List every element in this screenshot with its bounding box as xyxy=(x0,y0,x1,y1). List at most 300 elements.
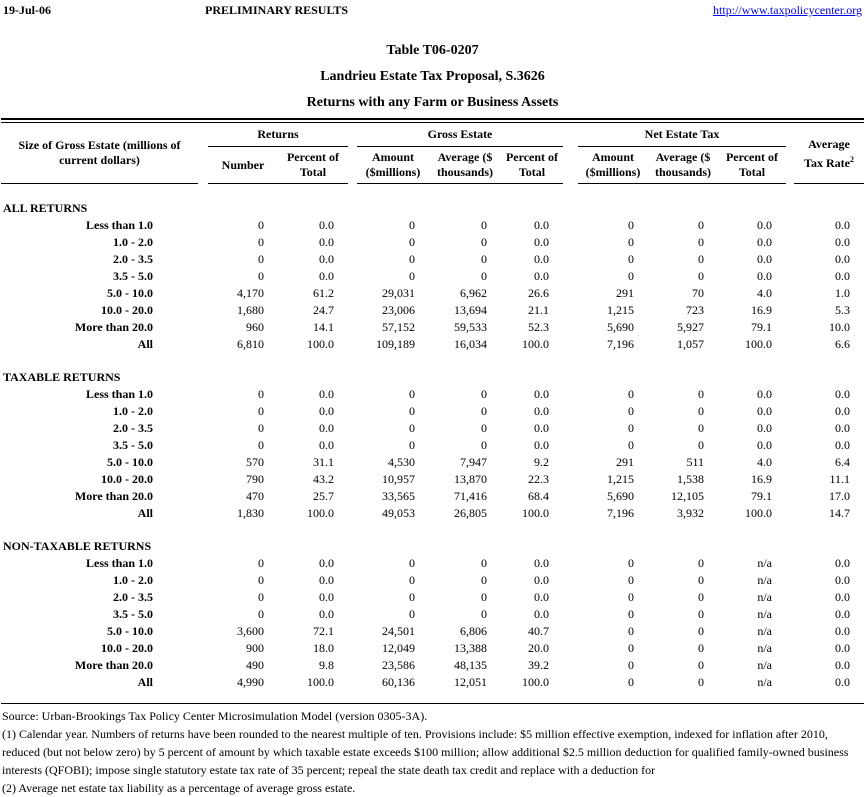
cell-value: 960 xyxy=(246,320,264,334)
row-label: Less than 1.0 xyxy=(85,556,153,570)
cell-value: 14.1 xyxy=(313,320,334,334)
cell-value: 0 xyxy=(628,421,634,435)
section-title: ALL RETURNS xyxy=(3,201,88,215)
cell-value: 0 xyxy=(409,269,415,283)
column-spacer xyxy=(786,319,794,336)
cell-value: 0.0 xyxy=(835,624,850,638)
column-spacer xyxy=(348,454,357,471)
cell-value: 0.0 xyxy=(757,235,772,249)
proposal-title: Landrieu Estate Tax Proposal, S.3626 xyxy=(320,69,545,84)
cell-value: 0.0 xyxy=(757,421,772,435)
column-spacer xyxy=(563,420,578,437)
column-spacer xyxy=(786,386,794,403)
column-spacer xyxy=(563,505,578,522)
cell-value: 900 xyxy=(246,641,264,655)
column-spacer xyxy=(786,403,794,420)
column-spacer xyxy=(198,623,208,640)
cell-value: 33,565 xyxy=(382,489,415,503)
column-spacer xyxy=(198,217,208,234)
cell-value: 22.3 xyxy=(528,472,549,486)
cell-value: 10,957 xyxy=(382,472,415,486)
table-row xyxy=(1,623,864,640)
cell-value: 0.0 xyxy=(835,573,850,587)
group-returns: Returns xyxy=(208,123,348,147)
col-returns-pct: Percent of Total xyxy=(278,147,348,184)
cell-value: 0.0 xyxy=(319,404,334,418)
column-spacer xyxy=(563,386,578,403)
column-spacer xyxy=(348,420,357,437)
cell-value: 0 xyxy=(409,387,415,401)
cell-value: 0 xyxy=(409,438,415,452)
cell-value: 0 xyxy=(698,556,704,570)
table-row xyxy=(1,268,864,285)
cell-value: 0.0 xyxy=(534,607,549,621)
cell-value: 100.0 xyxy=(307,506,334,520)
cell-value: n/a xyxy=(757,590,772,604)
column-spacer xyxy=(563,285,578,302)
cell-value: 7,196 xyxy=(607,506,634,520)
column-spacer xyxy=(198,674,208,691)
cell-value: 0 xyxy=(698,421,704,435)
row-label: 1.0 - 2.0 xyxy=(113,235,153,249)
cell-value: 0 xyxy=(628,387,634,401)
column-spacer xyxy=(563,336,578,353)
cell-value: 0 xyxy=(258,404,264,418)
column-spacer xyxy=(563,123,578,184)
cell-value: 0 xyxy=(409,590,415,604)
table-row xyxy=(1,471,864,488)
table-row xyxy=(1,640,864,657)
row-label: 1.0 - 2.0 xyxy=(113,404,153,418)
row-label: More than 20.0 xyxy=(74,320,153,334)
row-label: 2.0 - 3.5 xyxy=(113,590,153,604)
cell-value: 100.0 xyxy=(745,337,772,351)
cell-value: 4,530 xyxy=(388,455,415,469)
cell-value: 0.0 xyxy=(319,387,334,401)
col-returns-number: Number xyxy=(208,147,278,184)
column-spacer xyxy=(198,251,208,268)
table-row xyxy=(1,386,864,403)
cell-value: 0.0 xyxy=(319,607,334,621)
column-spacer xyxy=(786,123,794,184)
cell-value: 6.4 xyxy=(835,455,850,469)
column-spacer xyxy=(563,589,578,606)
cell-value: n/a xyxy=(757,624,772,638)
column-spacer xyxy=(563,302,578,319)
cell-value: 0 xyxy=(481,438,487,452)
group-header-row xyxy=(1,123,864,147)
column-spacer xyxy=(198,437,208,454)
column-spacer xyxy=(563,234,578,251)
cell-value: 0 xyxy=(628,556,634,570)
cell-value: 0.0 xyxy=(835,641,850,655)
col-net-average: Average ($ thousands) xyxy=(648,147,718,184)
cell-value: 31.1 xyxy=(313,455,334,469)
row-label: Less than 1.0 xyxy=(85,218,153,232)
column-spacer xyxy=(348,674,357,691)
cell-value: 0 xyxy=(698,573,704,587)
cell-value: 0 xyxy=(698,218,704,232)
cell-value: 570 xyxy=(246,455,264,469)
cell-value: 3,600 xyxy=(237,624,264,638)
column-spacer xyxy=(348,386,357,403)
column-spacer xyxy=(198,420,208,437)
table-row xyxy=(1,555,864,572)
row-label: More than 20.0 xyxy=(74,489,153,503)
cell-value: 61.2 xyxy=(313,286,334,300)
cell-value: 0 xyxy=(698,269,704,283)
cell-value: 0.0 xyxy=(835,556,850,570)
column-spacer xyxy=(563,251,578,268)
avg-tax-rate-line2: Tax Rate xyxy=(804,155,850,170)
cell-value: 0 xyxy=(481,590,487,604)
section-header-row xyxy=(1,538,864,555)
cell-value: 0.0 xyxy=(835,590,850,604)
column-spacer xyxy=(563,623,578,640)
cell-value: 0.0 xyxy=(757,252,772,266)
column-spacer xyxy=(563,403,578,420)
column-spacer xyxy=(198,606,208,623)
column-spacer xyxy=(563,572,578,589)
cell-value: 0.0 xyxy=(534,218,549,232)
cell-value: 16.9 xyxy=(751,472,772,486)
cell-value: 0 xyxy=(258,269,264,283)
cell-value: 0.0 xyxy=(319,573,334,587)
column-spacer xyxy=(348,437,357,454)
cell-value: 0.0 xyxy=(534,252,549,266)
cell-value: 9.2 xyxy=(534,455,549,469)
col-gross-average: Average ($ thousands) xyxy=(429,147,501,184)
column-spacer xyxy=(348,606,357,623)
column-spacer xyxy=(786,674,794,691)
cell-value: 13,870 xyxy=(454,472,487,486)
section-title: NON-TAXABLE RETURNS xyxy=(3,539,152,553)
avg-tax-rate-header xyxy=(794,123,864,184)
section-gap-row xyxy=(1,353,864,369)
footnote-2-ref: 2 xyxy=(849,154,854,164)
table-header xyxy=(1,123,864,184)
cell-value: 0 xyxy=(698,607,704,621)
table-row xyxy=(1,217,864,234)
col-net-pct: Percent of Total xyxy=(718,147,786,184)
cell-value: 0 xyxy=(481,235,487,249)
column-spacer xyxy=(198,555,208,572)
row-label: All xyxy=(137,337,153,351)
cell-value: 0 xyxy=(409,573,415,587)
row-label: Less than 1.0 xyxy=(85,387,153,401)
cell-value: 70 xyxy=(692,286,704,300)
taxpolicycenter-link[interactable]: http://www.taxpolicycenter.org xyxy=(713,3,862,17)
column-spacer xyxy=(198,285,208,302)
cell-value: 0.0 xyxy=(757,387,772,401)
cell-value: 26,805 xyxy=(454,506,487,520)
cell-value: 100.0 xyxy=(307,337,334,351)
cell-value: 52.3 xyxy=(528,320,549,334)
cell-value: 0 xyxy=(628,658,634,672)
table-row xyxy=(1,589,864,606)
subtitle: Returns with any Farm or Business Assets xyxy=(306,95,559,110)
column-spacer xyxy=(198,589,208,606)
table-row xyxy=(1,336,864,353)
cell-value: 11.1 xyxy=(829,472,850,486)
cell-value: 0 xyxy=(258,438,264,452)
cell-value: 0 xyxy=(409,421,415,435)
cell-value: 17.0 xyxy=(829,489,850,503)
cell-value: 0 xyxy=(481,269,487,283)
row-label: 10.0 - 20.0 xyxy=(101,641,153,655)
column-spacer xyxy=(563,606,578,623)
cell-value: 0.0 xyxy=(835,675,850,689)
column-spacer xyxy=(563,471,578,488)
cell-value: 0 xyxy=(698,624,704,638)
cell-value: 79.1 xyxy=(751,320,772,334)
table-row xyxy=(1,674,864,691)
cell-value: 0 xyxy=(698,438,704,452)
cell-value: 0 xyxy=(628,675,634,689)
column-spacer xyxy=(198,640,208,657)
column-spacer xyxy=(563,319,578,336)
column-spacer xyxy=(563,674,578,691)
col-gross-pct: Percent of Total xyxy=(501,147,563,184)
column-spacer xyxy=(348,285,357,302)
cell-value: 0.0 xyxy=(835,218,850,232)
cell-value: 6,806 xyxy=(460,624,487,638)
cell-value: 72.1 xyxy=(313,624,334,638)
table-row xyxy=(1,437,864,454)
col-net-amount: Amount ($millions) xyxy=(578,147,648,184)
column-spacer xyxy=(348,403,357,420)
cell-value: 4.0 xyxy=(757,286,772,300)
column-spacer xyxy=(348,555,357,572)
column-spacer xyxy=(786,454,794,471)
cell-value: 0 xyxy=(698,235,704,249)
column-spacer xyxy=(198,336,208,353)
cell-value: 39.2 xyxy=(528,658,549,672)
cell-value: 0 xyxy=(481,607,487,621)
table-row xyxy=(1,403,864,420)
cell-value: 0 xyxy=(409,556,415,570)
section-title: TAXABLE RETURNS xyxy=(3,370,121,384)
cell-value: 4,170 xyxy=(237,286,264,300)
cell-value: 12,105 xyxy=(671,489,704,503)
cell-value: 0.0 xyxy=(319,438,334,452)
column-spacer xyxy=(786,336,794,353)
cell-value: 0.0 xyxy=(757,218,772,232)
avg-tax-rate-line1: Average xyxy=(808,136,850,151)
cell-value: 71,416 xyxy=(454,489,487,503)
table-row xyxy=(1,319,864,336)
cell-value: 0 xyxy=(409,252,415,266)
column-spacer xyxy=(348,123,357,184)
column-spacer xyxy=(198,123,208,184)
table-number-title: Table T06-0207 xyxy=(386,43,479,58)
column-spacer xyxy=(198,505,208,522)
cell-value: 100.0 xyxy=(522,506,549,520)
cell-value: n/a xyxy=(757,556,772,570)
cell-value: 16,034 xyxy=(454,337,487,351)
table-row xyxy=(1,606,864,623)
cell-value: 0 xyxy=(698,387,704,401)
column-spacer xyxy=(786,640,794,657)
row-header: Size of Gross Estate (millions of current dollars) xyxy=(1,123,198,184)
cell-value: 0 xyxy=(628,218,634,232)
cell-value: 49,053 xyxy=(382,506,415,520)
row-label: 10.0 - 20.0 xyxy=(101,472,153,486)
cell-value: 23,586 xyxy=(382,658,415,672)
cell-value: 1.0 xyxy=(835,286,850,300)
cell-value: 25.7 xyxy=(313,489,334,503)
row-label: All xyxy=(137,506,153,520)
row-label: 2.0 - 3.5 xyxy=(113,252,153,266)
table-row xyxy=(1,454,864,471)
column-spacer xyxy=(348,640,357,657)
cell-value: 0 xyxy=(258,235,264,249)
cell-value: 1,830 xyxy=(237,506,264,520)
cell-value: 0.0 xyxy=(319,590,334,604)
column-spacer xyxy=(348,251,357,268)
cell-value: 60,136 xyxy=(382,675,415,689)
cell-value: 1,680 xyxy=(237,303,264,317)
col-gross-amount: Amount ($millions) xyxy=(357,147,429,184)
column-spacer xyxy=(348,268,357,285)
cell-value: 0 xyxy=(409,404,415,418)
cell-value: n/a xyxy=(757,675,772,689)
cell-value: 0.0 xyxy=(757,269,772,283)
cell-value: 0 xyxy=(628,641,634,655)
row-label: 3.5 - 5.0 xyxy=(113,607,153,621)
column-spacer xyxy=(348,488,357,505)
column-spacer xyxy=(786,251,794,268)
cell-value: 29,031 xyxy=(382,286,415,300)
cell-value: 6.6 xyxy=(835,337,850,351)
cell-value: 12,049 xyxy=(382,641,415,655)
column-spacer xyxy=(198,234,208,251)
cell-value: 0.0 xyxy=(534,421,549,435)
table-row xyxy=(1,488,864,505)
cell-value: 0 xyxy=(698,590,704,604)
cell-value: 0.0 xyxy=(319,252,334,266)
column-spacer xyxy=(786,437,794,454)
column-spacer xyxy=(348,572,357,589)
cell-value: 40.7 xyxy=(528,624,549,638)
cell-value: 0 xyxy=(481,218,487,232)
group-net-estate-tax: Net Estate Tax xyxy=(578,123,786,147)
table-row xyxy=(1,234,864,251)
column-spacer xyxy=(563,640,578,657)
row-label: 3.5 - 5.0 xyxy=(113,269,153,283)
cell-value: 0 xyxy=(628,590,634,604)
column-spacer xyxy=(348,302,357,319)
column-spacer xyxy=(786,572,794,589)
cell-value: 0 xyxy=(628,607,634,621)
cell-value: 100.0 xyxy=(745,506,772,520)
row-label: 2.0 - 3.5 xyxy=(113,421,153,435)
table-row xyxy=(1,251,864,268)
cell-value: 0 xyxy=(258,387,264,401)
cell-value: 0.0 xyxy=(534,387,549,401)
cell-value: 0.0 xyxy=(835,252,850,266)
cell-value: 0 xyxy=(698,252,704,266)
estate-tax-table xyxy=(1,123,864,704)
cell-value: 0 xyxy=(258,218,264,232)
table-row xyxy=(1,285,864,302)
column-spacer xyxy=(198,386,208,403)
cell-value: 79.1 xyxy=(751,489,772,503)
column-spacer xyxy=(563,454,578,471)
column-spacer xyxy=(198,454,208,471)
row-label: 5.0 - 10.0 xyxy=(107,286,153,300)
cell-value: 0 xyxy=(258,556,264,570)
cell-value: 100.0 xyxy=(307,675,334,689)
cell-value: 24,501 xyxy=(382,624,415,638)
cell-value: 0 xyxy=(258,573,264,587)
footnote-2: (2) Average net estate tax liability as a percentage of average gross estate. xyxy=(2,781,356,795)
column-spacer xyxy=(786,268,794,285)
cell-value: 490 xyxy=(246,658,264,672)
cell-value: 0 xyxy=(258,590,264,604)
cell-value: 43.2 xyxy=(313,472,334,486)
row-label: 5.0 - 10.0 xyxy=(107,624,153,638)
table-bottom-pad xyxy=(1,691,864,704)
column-spacer xyxy=(786,234,794,251)
cell-value: 0.0 xyxy=(534,404,549,418)
table-row xyxy=(1,505,864,522)
cell-value: 0 xyxy=(628,235,634,249)
column-spacer xyxy=(198,572,208,589)
cell-value: 0 xyxy=(481,387,487,401)
cell-value: 4,990 xyxy=(237,675,264,689)
cell-value: 470 xyxy=(246,489,264,503)
column-spacer xyxy=(563,217,578,234)
column-spacer xyxy=(786,505,794,522)
column-spacer xyxy=(198,471,208,488)
report-date: 19-Jul-06 xyxy=(3,3,51,17)
column-spacer xyxy=(348,471,357,488)
cell-value: 0 xyxy=(698,675,704,689)
cell-value: 0 xyxy=(409,607,415,621)
cell-value: 0.0 xyxy=(835,438,850,452)
cell-value: 0 xyxy=(258,252,264,266)
column-spacer xyxy=(348,319,357,336)
cell-value: 0 xyxy=(481,556,487,570)
column-spacer xyxy=(563,657,578,674)
cell-value: 6,810 xyxy=(237,337,264,351)
cell-value: 1,215 xyxy=(607,472,634,486)
cell-value: 0.0 xyxy=(319,556,334,570)
cell-value: 0 xyxy=(698,404,704,418)
cell-value: 5.3 xyxy=(835,303,850,317)
column-spacer xyxy=(563,488,578,505)
cell-value: 59,533 xyxy=(454,320,487,334)
cell-value: 0 xyxy=(698,641,704,655)
cell-value: 100.0 xyxy=(522,337,549,351)
cell-value: 16.9 xyxy=(751,303,772,317)
column-spacer xyxy=(563,268,578,285)
cell-value: 0 xyxy=(628,438,634,452)
cell-value: 48,135 xyxy=(454,658,487,672)
column-spacer xyxy=(348,217,357,234)
cell-value: 23,006 xyxy=(382,303,415,317)
cell-value: 12,051 xyxy=(454,675,487,689)
cell-value: 5,927 xyxy=(677,320,704,334)
column-spacer xyxy=(786,471,794,488)
cell-value: 5,690 xyxy=(607,489,634,503)
cell-value: 1,215 xyxy=(607,303,634,317)
preliminary-results-label: PRELIMINARY RESULTS xyxy=(205,3,349,17)
cell-value: 0.0 xyxy=(835,658,850,672)
cell-value: 20.0 xyxy=(528,641,549,655)
cell-value: 0.0 xyxy=(534,556,549,570)
